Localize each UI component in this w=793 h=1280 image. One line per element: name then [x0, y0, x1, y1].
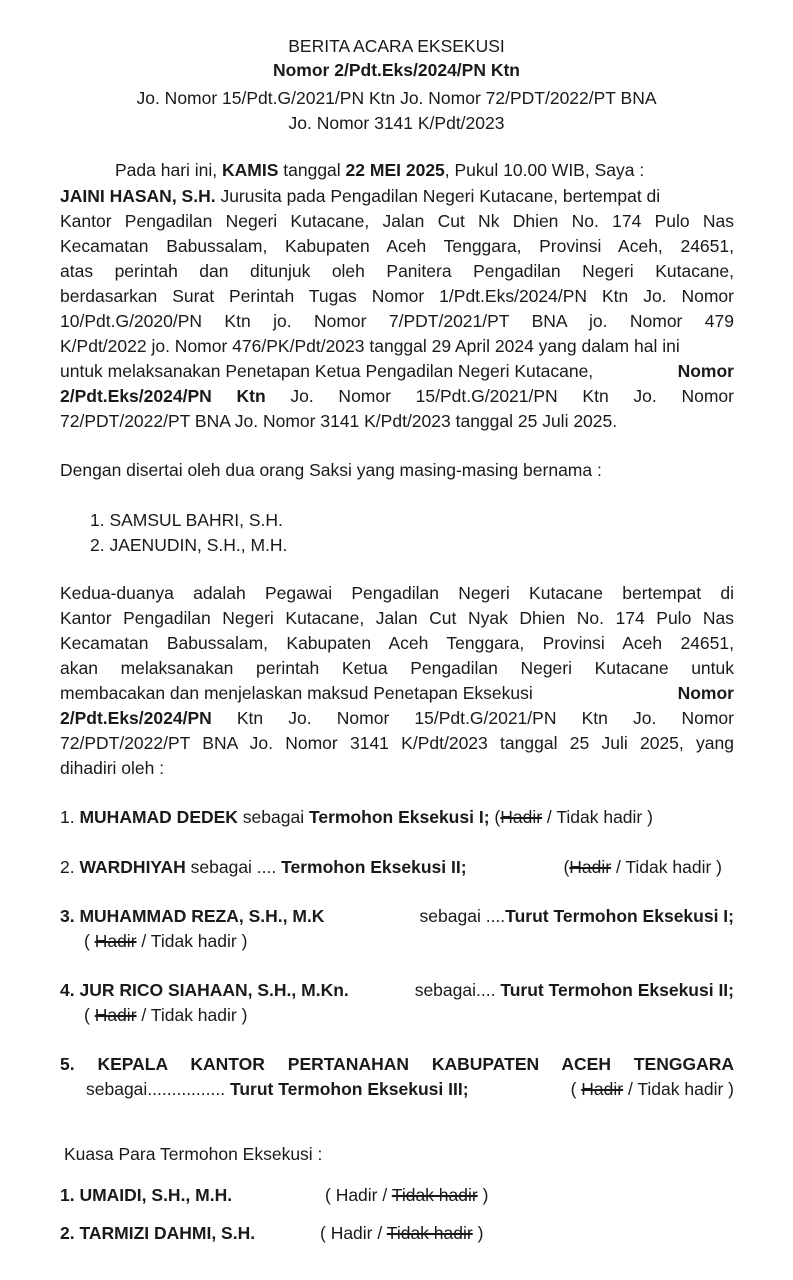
kuasa-name: 2. TARMIZI DAHMI, S.H. — [60, 1223, 256, 1243]
intro-line-11: 72/PDT/2022/PT BNA Jo. Nomor 3141 K/Pdt/2023 tanggal 25 Juli 2025. — [60, 411, 618, 431]
party-role: Turut Termohon Eksekusi II; — [500, 980, 734, 1000]
doc-jo-line-1: Jo. Nomor 15/Pdt.G/2021/PN Ktn Jo. Nomor 72/PDT/2022/PT BNA — [136, 88, 657, 108]
party-3-line-2 — [84, 929, 247, 953]
kedua-line-5 — [60, 681, 734, 705]
party-text: / Tidak hadir ) — [623, 1079, 734, 1099]
kedua-text-bold: Nomor — [677, 683, 734, 703]
penetapan-number: 2/Pdt.Eks/2024/PN — [60, 708, 212, 728]
doc-number: Nomor 2/Pdt.Eks/2024/PN Ktn — [272, 60, 521, 80]
intro-line-9 — [60, 359, 734, 383]
kuasa-text: ( Hadir / — [320, 1223, 387, 1243]
party-1 — [60, 805, 653, 829]
struck-tidak-hadir: Tidak hadir — [391, 1185, 478, 1205]
kedua-line-8: dihadiri oleh : — [60, 758, 165, 778]
intro-date: 22 MEI 2025 — [345, 160, 445, 180]
party-attendance — [571, 1077, 734, 1101]
kuasa-title: Kuasa Para Termohon Eksekusi : — [64, 1144, 323, 1164]
party-text: / Tidak hadir ) — [611, 857, 722, 877]
doc-title: BERITA ACARA EKSEKUSI — [288, 36, 505, 56]
intro-line-7: 10/Pdt.G/2020/PN Ktn jo. Nomor 7/PDT/2021/PT BNA jo. Nomor 479 — [60, 311, 734, 331]
struck-hadir: Hadir — [500, 807, 543, 827]
kedua-text: Ktn Jo. Nomor 15/Pdt.G/2021/PN Ktn Jo. Nomor — [211, 708, 734, 728]
intro-text-bold: Nomor — [677, 361, 734, 381]
party-4-line-1 — [60, 978, 734, 1002]
party-text: ( — [563, 857, 570, 877]
party-role-wrap — [86, 1077, 469, 1101]
intro-line-6: berdasarkan Surat Perintah Tugas Nomor 1/Pdt.Eks/2024/PN Ktn Jo. Nomor — [60, 286, 734, 306]
kedua-text: membacakan dan menjelaskan maksud Penetapan Eksekusi — [60, 683, 533, 703]
intro-line-10 — [60, 384, 734, 408]
struck-hadir: Hadir — [94, 931, 137, 951]
party-text: sebagai — [237, 807, 309, 827]
party-role-wrap — [420, 904, 734, 928]
intro-text: Jurusita pada Pengadilan Negeri Kutacane, bertempat di — [215, 186, 661, 206]
party-text: ( — [570, 1079, 582, 1099]
intro-line-1 — [115, 158, 644, 182]
saksi-intro: Dengan disertai oleh dua orang Saksi yang masing-masing bernama : — [60, 460, 602, 480]
kedua-line-4: akan melaksanakan perintah Ketua Pengadilan Negeri Kutacane untuk — [60, 658, 734, 678]
intro-text: untuk melaksanakan Penetapan Ketua Pengadilan Negeri Kutacane, — [60, 361, 594, 381]
party-text: / Tidak hadir ) — [542, 807, 653, 827]
party-5-line-1: 5. KEPALA KANTOR PERTANAHAN KABUPATEN ACEH TENGGARA — [60, 1054, 734, 1074]
party-role: Termohon Eksekusi I; — [308, 807, 490, 827]
intro-line-8: K/Pdt/2022 jo. Nomor 476/PK/Pdt/2023 tanggal 29 April 2024 yang dalam hal ini — [60, 336, 680, 356]
struck-tidak-hadir: Tidak hadir — [386, 1223, 473, 1243]
intro-text: , Pukul 10.00 WIB, Saya : — [444, 160, 645, 180]
kuasa-2-name — [60, 1221, 255, 1245]
kedua-line-3: Kecamatan Babussalam, Kabupaten Aceh Tenggara, Provinsi Aceh 24651, — [60, 633, 734, 653]
kedua-line-2: Kantor Pengadilan Negeri Kutacane, Jalan Cut Nyak Dhien No. 174 Pulo Nas — [60, 608, 734, 628]
party-role-wrap — [415, 978, 734, 1002]
party-text: / Tidak hadir ) — [136, 931, 248, 951]
party-name: MUHAMAD DEDEK — [79, 807, 238, 827]
struck-hadir: Hadir — [581, 1079, 624, 1099]
party-name: 3. MUHAMMAD REZA, S.H., M.K — [60, 906, 325, 926]
party-role: Termohon Eksekusi II; — [281, 857, 467, 877]
kuasa-name: 1. UMAIDI, S.H., M.H. — [60, 1185, 233, 1205]
party-num: 2. — [60, 857, 80, 877]
party-text: sebagai .... — [185, 857, 282, 877]
intro-text: Jo. Nomor 15/Pdt.G/2021/PN Ktn Jo. Nomor — [265, 386, 734, 406]
intro-text: Pada hari ini, — [115, 160, 223, 180]
party-text: sebagai .... — [419, 906, 506, 926]
party-attendance — [563, 855, 722, 879]
saksi-item-1: 1. SAMSUL BAHRI, S.H. — [90, 510, 283, 530]
struck-hadir: Hadir — [569, 857, 612, 877]
party-role: Turut Termohon Eksekusi III; — [229, 1079, 469, 1099]
party-text: ( — [489, 807, 501, 827]
intro-line-4: Kecamatan Babussalam, Kabupaten Aceh Tenggara, Provinsi Aceh, 24651, — [60, 236, 734, 256]
party-name: 4. JUR RICO SIAHAAN, S.H., M.Kn. — [60, 980, 349, 1000]
intro-line-5: atas perintah dan ditunjuk oleh Panitera Pengadilan Negeri Kutacane, — [60, 261, 734, 281]
kuasa-2-attendance — [320, 1221, 483, 1245]
party-3-line-1 — [60, 904, 734, 928]
party-text: ( — [84, 931, 95, 951]
party-2 — [60, 855, 722, 879]
party-role: Turut Termohon Eksekusi I; — [505, 906, 734, 926]
intro-line-2 — [60, 184, 734, 208]
party-text: sebagai................ — [86, 1079, 230, 1099]
kedua-line-6 — [60, 706, 734, 730]
intro-text: tanggal — [278, 160, 346, 180]
kedua-line-7: 72/PDT/2022/PT BNA Jo. Nomor 3141 K/Pdt/2023 tanggal 25 Juli 2025, yang — [60, 733, 734, 753]
kuasa-1-attendance — [325, 1183, 488, 1207]
jurusita-name: JAINI HASAN, S.H. — [60, 186, 216, 206]
party-5-line-2 — [86, 1077, 734, 1101]
kuasa-text: ) — [472, 1223, 484, 1243]
kedua-line-1: Kedua-duanya adalah Pegawai Pengadilan Negeri Kutacane bertempat di — [60, 583, 734, 603]
party-num: 1. — [60, 807, 80, 827]
party-text: ( — [84, 1005, 95, 1025]
saksi-item-2: 2. JAENUDIN, S.H., M.H. — [90, 535, 288, 555]
party-name: WARDHIYAH — [79, 857, 186, 877]
party-4-line-2 — [84, 1003, 247, 1027]
struck-hadir: Hadir — [94, 1005, 137, 1025]
intro-line-3: Kantor Pengadilan Negeri Kutacane, Jalan Cut Nk Dhien No. 174 Pulo Nas — [60, 211, 734, 231]
party-text: sebagai.... — [414, 980, 501, 1000]
party-text: / Tidak hadir ) — [136, 1005, 248, 1025]
doc-jo-line-2: Jo. Nomor 3141 K/Pdt/2023 — [288, 113, 505, 133]
kuasa-text: ( Hadir / — [325, 1185, 392, 1205]
penetapan-number: 2/Pdt.Eks/2024/PN Ktn — [60, 386, 266, 406]
intro-day: KAMIS — [222, 160, 279, 180]
party-left — [60, 855, 467, 879]
kuasa-text: ) — [477, 1185, 489, 1205]
kuasa-1-name — [60, 1183, 232, 1207]
